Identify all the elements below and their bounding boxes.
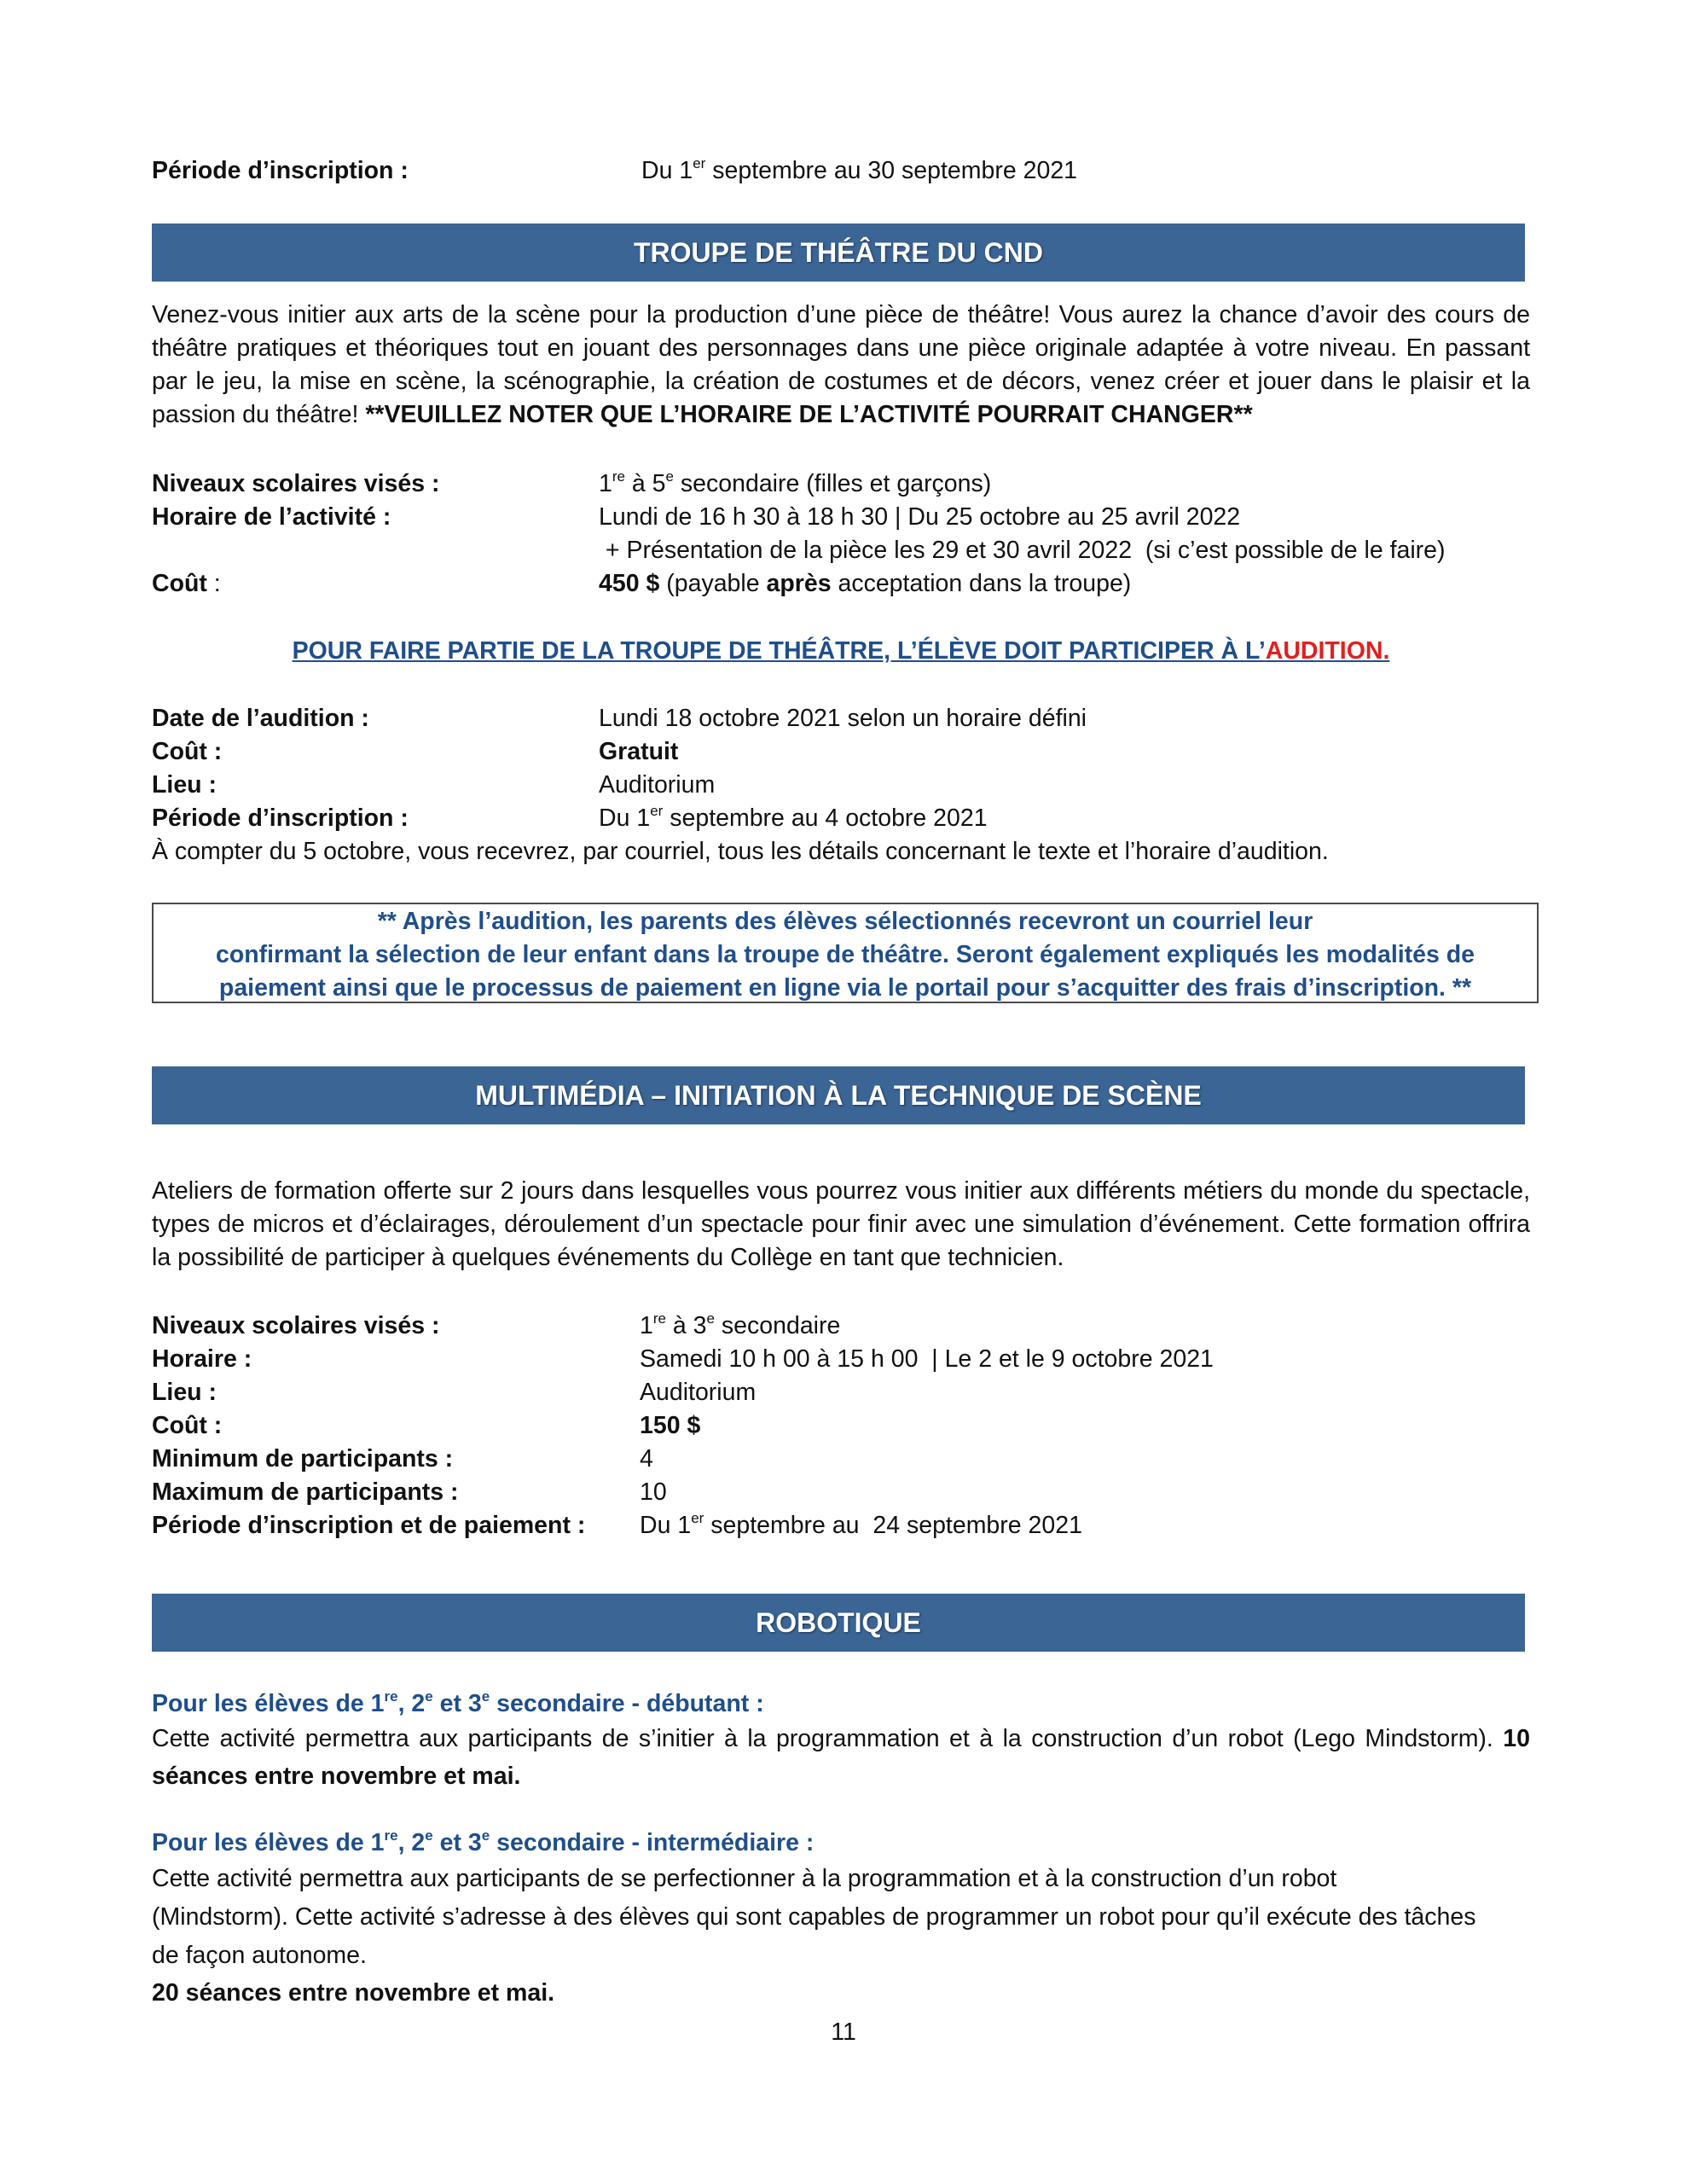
robotics-beginner-heading: Pour les élèves de 1re, 2e et 3e secondaire - débutant : bbox=[152, 1687, 764, 1717]
multimedia-section-banner: MULTIMÉDIA – INITIATION À LA TECHNIQUE DE SCÈNE bbox=[152, 1066, 1525, 1124]
notice-line-2: confirmant la sélection de leur enfant dans la troupe de théâtre. Seront également expliqués les modalités de bbox=[215, 941, 1475, 968]
registration-period-value: Du 1er septembre au 30 septembre 2021 bbox=[641, 154, 1078, 184]
theatre-section-banner: TROUPE DE THÉÂTRE DU CND bbox=[152, 224, 1525, 282]
page-number: 11 bbox=[831, 2018, 856, 2046]
theatre-intro-paragraph: Venez-vous initier aux arts de la scène pour la production d’une pièce de théâtre! Vous aurez la chance d’avoir des cours de théâtre pratiques et théoriques tout en jouant des personnages dans une pièce originale adaptée à votre niveau. En passant par le jeu, la mise en scène, la scénographie, la création de costumes et de décors, venez créer et jouer dans le plaisir et la passion du théâtre! **VEUILLEZ NOTER QUE L’HORAIRE DE L’ACTIVITÉ POURRAIT CHANGER** bbox=[152, 301, 1530, 428]
audition-requirement-line: POUR FAIRE PARTIE DE LA TROUPE DE THÉÂTRE, L’ÉLÈVE DOIT PARTICIPER À L’AUDITION. bbox=[292, 637, 1390, 665]
registration-period-label: Période d’inscription : bbox=[152, 157, 409, 184]
robotics-intermediate-line-3: de façon autonome. bbox=[152, 1942, 367, 1969]
robotics-intermediate-line-2: (Mindstorm). Cette activité s’adresse à des élèves qui sont capables de programmer un robot pour qu’il exécute des tâches bbox=[152, 1903, 1476, 1931]
robotics-intermediate-line-1: Cette activité permettra aux participants de se perfectionner à la programmation et à la construction d’un robot bbox=[152, 1865, 1337, 1892]
robotics-beginner-text: Cette activité permettra aux participants de s’initier à la programmation et à la construction d’un robot (Lego Mindstorm). 10 séances entre novembre et mai. bbox=[152, 1725, 1530, 1790]
multimedia-intro-paragraph: Ateliers de formation offerte sur 2 jours dans lesquelles vous pourrez vous initier aux différents métiers du monde du spectacle, types de micros et d’éclairages, déroulement d’un spectacle pour finir avec une simulation d’événement. Cette formation offrira la possibilité de participer à quelques événements du Collège en tant que technicien. bbox=[152, 1177, 1530, 1271]
robotics-intermediate-heading: Pour les élèves de 1re, 2e et 3e secondaire - intermédiaire : bbox=[152, 1827, 815, 1856]
audition-details-note: À compter du 5 octobre, vous recevrez, par courriel, tous les détails concernant le texte et l’horaire d’audition. bbox=[152, 838, 1329, 865]
robotics-intermediate-sessions: 20 séances entre novembre et mai. bbox=[152, 1979, 555, 2007]
robotics-section-banner: ROBOTIQUE bbox=[152, 1594, 1525, 1652]
notice-line-3: paiement ainsi que le processus de paiement en ligne via le portail pour s’acquitter des frais d’inscription. ** bbox=[218, 974, 1472, 1002]
audition-notice-box bbox=[152, 903, 1539, 1003]
notice-line-1: ** Après l’audition, les parents des élèves sélectionnés recevront un courriel leur bbox=[377, 908, 1313, 935]
